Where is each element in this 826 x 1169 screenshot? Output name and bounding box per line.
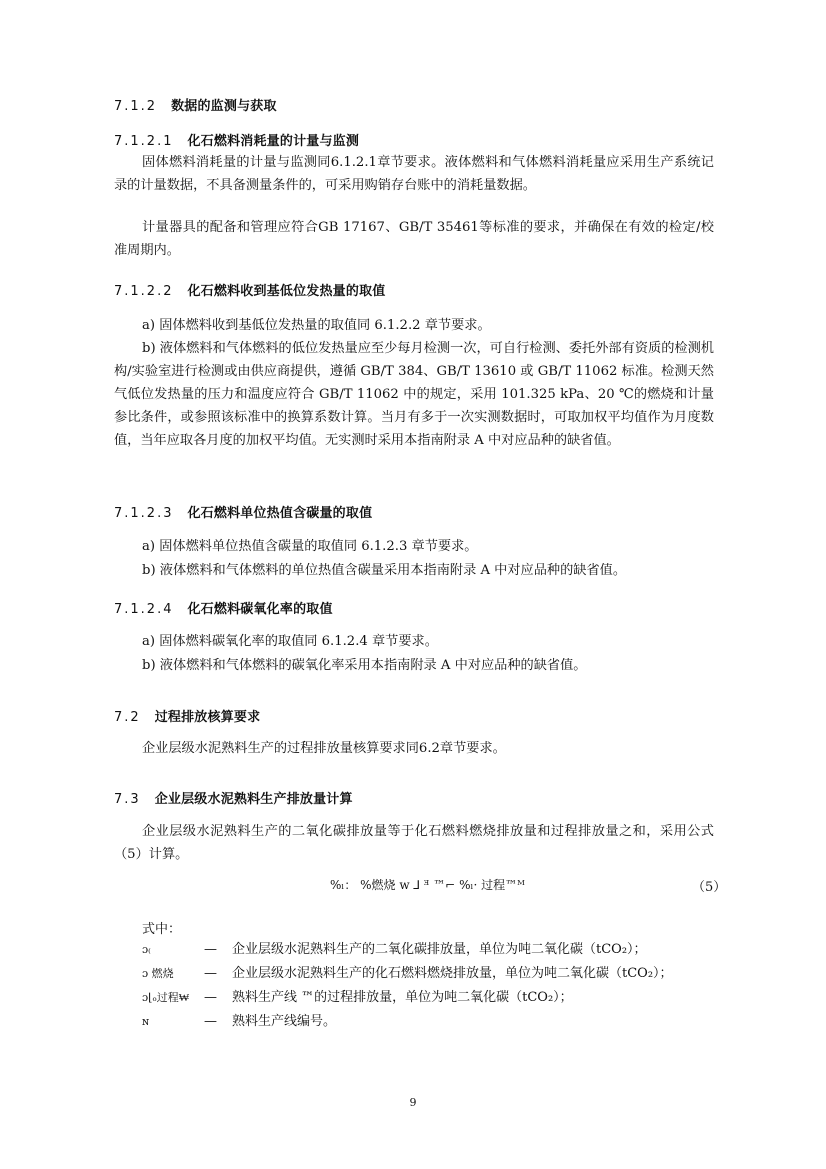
heading-number: 7.1.2.4 — [114, 602, 174, 617]
heading-number: 7.2 — [114, 710, 141, 725]
heading-7-1-2-4 — [114, 598, 714, 617]
heading-title: 企业层级水泥熟料生产排放量计算 — [154, 792, 353, 807]
heading-7-3 — [114, 788, 714, 807]
dash: — — [204, 1014, 217, 1029]
heading-7-1-2-2 — [114, 280, 714, 299]
list-item: b) 液体燃料和气体燃料的低位发热量应至少每月检测一次，可自行检测、委托外部有资质的检测机构/实验室进行检测或由供应商提供，遵循 GB/T 384、GB/T 13610 或 GB/T 11062 标准。检测天然气低位发热量的压力和温度应符合 GB/T 11062 中的规定，采用 101.325 kPa、20 ℃的燃烧和计量参比条件，或参照该标准中的换算系数计算。当月有多于一次实测数据时，可取加权平均值作为月度数值，当年应取各月度的加权平均值。无实测时采用本指南附录 A 中对应品种的缺省值。 — [114, 341, 714, 448]
list-item: a) 固体燃料单位热值含碳量的取值同 6.1.2.3 章节要求。 — [142, 539, 478, 554]
variable-description: 熟料生产线编号。 — [232, 1014, 337, 1029]
list-item: a) 固体燃料收到基低位发热量的取值同 6.1.2.2 章节要求。 — [142, 318, 491, 333]
heading-7-1-2 — [114, 95, 714, 114]
variable-row — [142, 986, 742, 1010]
variable-symbol: ɔ⌊ₒ过程₩ — [142, 991, 190, 1004]
heading-7-1-2-3 — [114, 502, 714, 521]
equation: %ₗ： %燃烧 ᴡ ⅃ ᴲ ™⌐ %ₗ· 过程™ᴹ — [330, 878, 525, 892]
heading-number: 7.1.2.1 — [114, 134, 174, 149]
list-item: b) 液体燃料和气体燃料的碳氧化率采用本指南附录 A 中对应品种的缺省值。 — [142, 658, 587, 673]
variable-description: 熟料生产线 ™的过程排放量，单位为吨二氧化碳（tCO₂）； — [232, 990, 573, 1005]
variable-row — [142, 1010, 742, 1034]
variable-row — [142, 938, 742, 962]
paragraph: 计量器具的配备和管理应符合GB 17167、GB/T 35461等标准的要求，并确保在有效的检定/校准周期内。 — [114, 220, 714, 258]
dash: — — [204, 966, 217, 981]
heading-7-2 — [114, 706, 714, 725]
heading-number: 7.3 — [114, 792, 141, 807]
dash: — — [204, 942, 217, 957]
heading-number: 7.1.2 — [114, 99, 158, 114]
heading-title: 化石燃料单位热值含碳量的取值 — [187, 506, 373, 521]
heading-7-1-2-1 — [114, 130, 714, 149]
paragraph: 企业层级水泥熟料生产的过程排放量核算要求同6.2章节要求。 — [142, 741, 506, 756]
variable-symbol: ɴ — [142, 1015, 150, 1028]
heading-title: 过程排放核算要求 — [154, 710, 261, 725]
heading-number: 7.1.2.3 — [114, 506, 174, 521]
list-item: b) 液体燃料和气体燃料的单位热值含碳量采用本指南附录 A 中对应品种的缺省值。 — [142, 563, 627, 578]
variable-description: 企业层级水泥熟料生产的二氧化碳排放量，单位为吨二氧化碳（tCO₂）； — [232, 942, 647, 957]
list-item: a) 固体燃料碳氧化率的取值同 6.1.2.4 章节要求。 — [142, 634, 438, 649]
heading-title: 数据的监测与获取 — [171, 99, 277, 114]
where-label: 式中： — [142, 922, 182, 937]
equation-number: （5） — [692, 880, 727, 895]
heading-number: 7.1.2.2 — [114, 284, 174, 299]
paragraph: 企业层级水泥熟料生产的二氧化碳排放量等于化石燃料燃烧排放量和过程排放量之和，采用公式（5）计算。 — [114, 824, 714, 862]
paragraph: 固体燃料消耗量的计量与监测同6.1.2.1章节要求。液体燃料和气体燃料消耗量应采用生产系统记录的计量数据，不具备测量条件的，可采用购销存台账中的消耗量数据。 — [114, 155, 714, 193]
page-number: 9 — [409, 1096, 417, 1109]
variable-row — [142, 962, 742, 986]
variable-symbol: ɔ₍ — [142, 943, 151, 956]
variable-symbol: ɔ 燃烧 — [142, 967, 174, 980]
variable-list — [142, 938, 742, 1034]
heading-title: 化石燃料消耗量的计量与监测 — [187, 134, 360, 149]
dash: — — [204, 990, 217, 1005]
variable-description: 企业层级水泥熟料生产的化石燃料燃烧排放量，单位为吨二氧化碳（tCO₂）； — [232, 966, 673, 981]
heading-title: 化石燃料收到基低位发热量的取值 — [187, 284, 386, 299]
heading-title: 化石燃料碳氧化率的取值 — [187, 602, 333, 617]
